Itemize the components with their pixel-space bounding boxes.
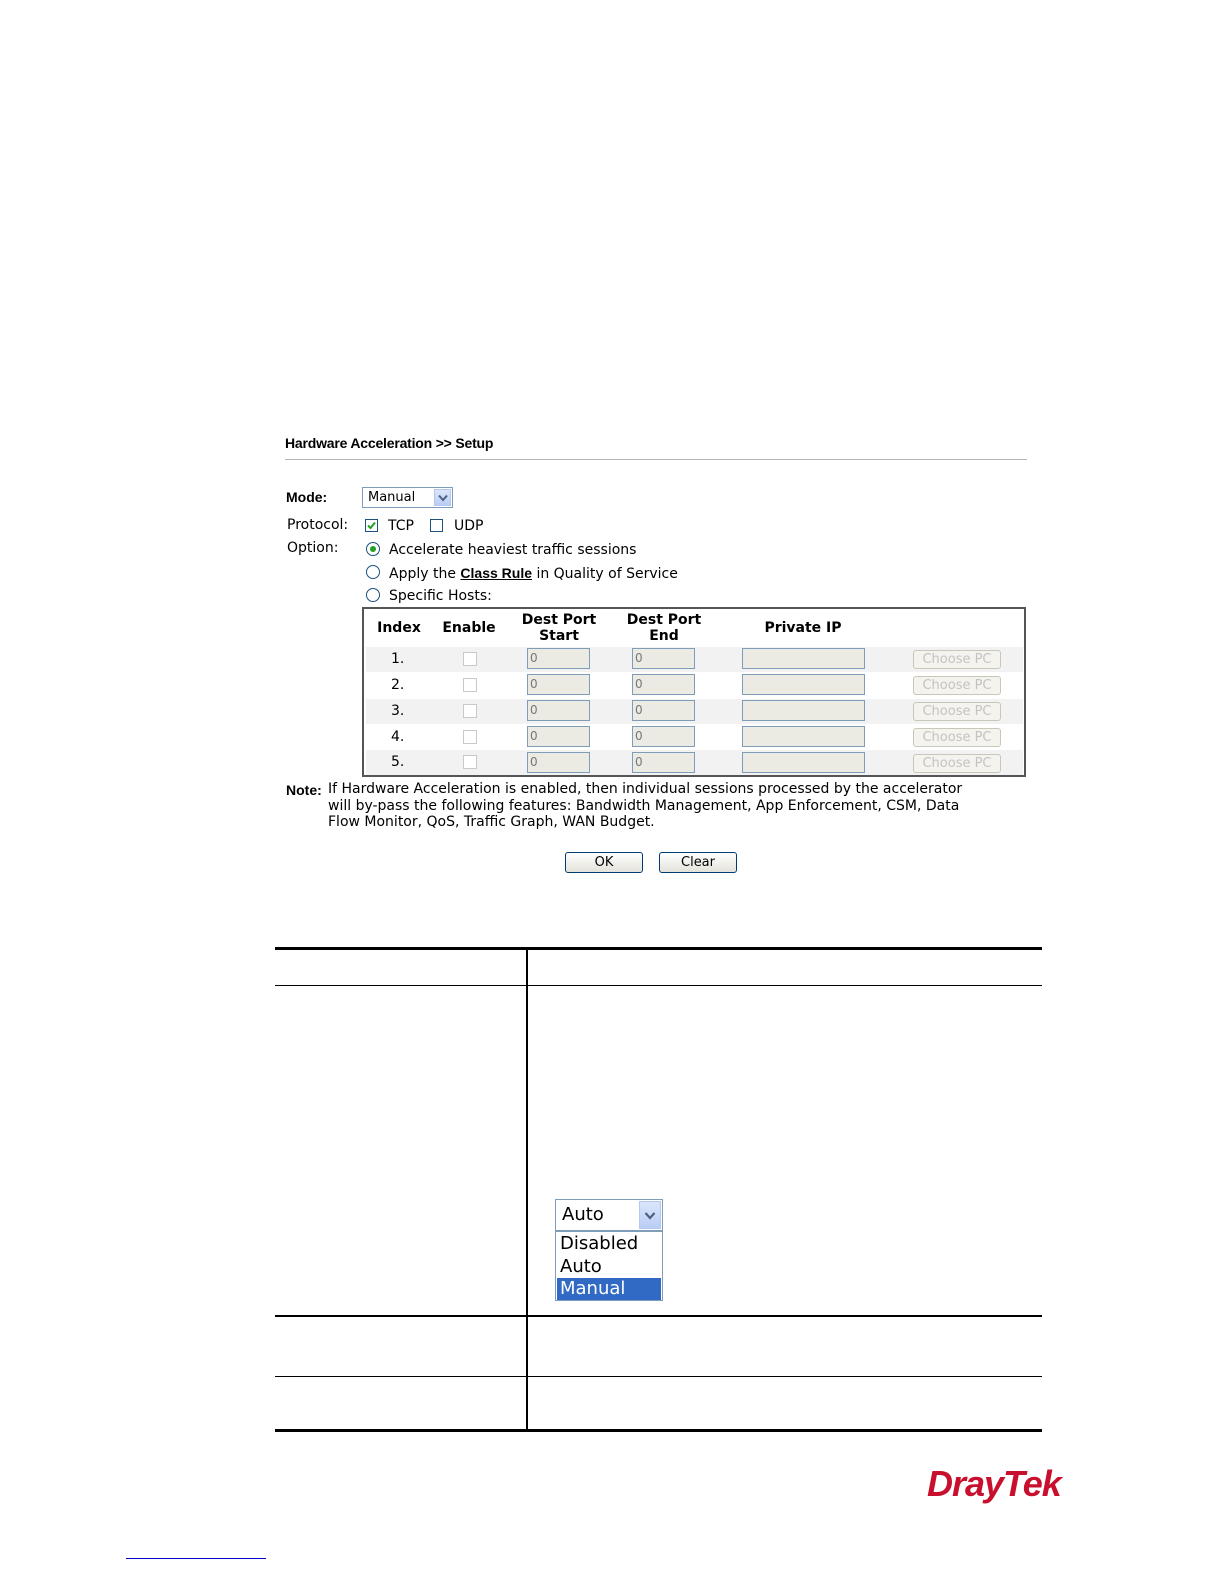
row-enable-checkbox[interactable]	[463, 652, 477, 666]
col-private-ip-header: Private IP	[764, 620, 842, 636]
row-dest-port-start-input[interactable]: 0	[527, 752, 590, 773]
note-line: will by-pass the following features: Bandwidth Management, App Enforcement, CSM, Data	[328, 797, 960, 814]
choose-pc-button[interactable]: Choose PC	[913, 754, 1001, 773]
note-line: If Hardware Acceleration is enabled, then individual sessions processed by the accelerator	[328, 781, 963, 797]
col-dest-port-end-header-line1: Dest Port	[626, 612, 702, 628]
row-enable-checkbox[interactable]	[463, 704, 477, 718]
option-class-rule-suffix: in Quality of Service	[532, 566, 678, 582]
row-private-ip-input[interactable]	[742, 648, 865, 669]
draytek-logo: DrayTek	[927, 1463, 1061, 1504]
mode-select-value: Manual	[368, 490, 416, 505]
choose-pc-button[interactable]: Choose PC	[913, 702, 1001, 721]
row-private-ip-input[interactable]	[742, 752, 865, 773]
row-index: 4.	[391, 729, 405, 745]
chevron-down-icon[interactable]	[639, 1201, 661, 1229]
option-specific-hosts-radio[interactable]	[366, 588, 380, 602]
title-divider	[285, 459, 1027, 460]
choose-pc-button[interactable]: Choose PC	[913, 728, 1001, 747]
table-row-divider	[275, 1315, 1042, 1317]
clear-button[interactable]: Clear	[659, 852, 737, 873]
ok-button[interactable]: OK	[565, 852, 643, 873]
mode-label: Mode:	[286, 489, 328, 505]
udp-checkbox[interactable]	[430, 519, 443, 532]
row-private-ip-input[interactable]	[742, 700, 865, 721]
row-dest-port-start-input[interactable]: 0	[527, 726, 590, 747]
row-dest-port-end-input[interactable]: 0	[632, 700, 695, 721]
option-label: Option:	[287, 540, 339, 556]
row-index: 3.	[391, 703, 405, 719]
note-label: Note:	[286, 782, 322, 798]
mode-select[interactable]	[362, 487, 453, 508]
mode-dropdown-value: Auto	[562, 1204, 604, 1225]
col-index-header: Index	[377, 620, 421, 636]
tcp-label: TCP	[388, 518, 414, 534]
row-dest-port-start-input[interactable]: 0	[527, 674, 590, 695]
dropdown-option-disabled[interactable]: Disabled	[560, 1233, 639, 1254]
option-class-rule-prefix: Apply the	[389, 566, 461, 582]
row-index: 2.	[391, 677, 405, 693]
tcp-checkbox[interactable]	[365, 519, 378, 532]
table-top-border	[275, 947, 1042, 950]
row-enable-checkbox[interactable]	[463, 755, 477, 769]
footer-link-underline	[126, 1558, 266, 1559]
row-dest-port-end-input[interactable]: 0	[632, 752, 695, 773]
option-class-rule-radio[interactable]	[366, 565, 380, 579]
row-index: 5.	[391, 754, 405, 770]
row-dest-port-end-input[interactable]: 0	[632, 726, 695, 747]
table-bottom-border	[275, 1429, 1042, 1432]
col-dest-port-start-header-line2: Start	[539, 628, 579, 644]
col-enable-header: Enable	[442, 620, 496, 636]
dropdown-option-manual[interactable]: Manual	[557, 1278, 661, 1300]
row-index: 1.	[391, 651, 405, 667]
col-dest-port-start-header	[514, 612, 604, 644]
col-dest-port-end-header-line2: End	[649, 628, 679, 644]
mode-dropdown-select[interactable]	[555, 1199, 663, 1231]
page-title: Hardware Acceleration >> Setup	[285, 435, 494, 451]
table-column-divider	[526, 947, 528, 1432]
row-dest-port-end-input[interactable]: 0	[632, 674, 695, 695]
option-heaviest-label: Accelerate heaviest traffic sessions	[389, 542, 637, 558]
row-private-ip-input[interactable]	[742, 674, 865, 695]
row-enable-checkbox[interactable]	[463, 678, 477, 692]
protocol-label: Protocol:	[287, 517, 349, 533]
row-private-ip-input[interactable]	[742, 726, 865, 747]
table-row-divider	[275, 1376, 1042, 1377]
row-enable-checkbox[interactable]	[463, 730, 477, 744]
col-dest-port-end-header	[619, 612, 709, 644]
table-header-divider	[275, 985, 1042, 986]
option-specific-hosts-label: Specific Hosts:	[389, 588, 492, 604]
udp-label: UDP	[454, 518, 484, 534]
option-class-rule-label	[389, 565, 678, 582]
choose-pc-button[interactable]: Choose PC	[913, 650, 1001, 669]
choose-pc-button[interactable]: Choose PC	[913, 676, 1001, 695]
col-dest-port-start-header-line1: Dest Port	[521, 612, 597, 628]
dropdown-option-auto[interactable]: Auto	[560, 1256, 602, 1277]
mode-dropdown-list	[555, 1231, 663, 1301]
class-rule-link[interactable]: Class Rule	[460, 565, 532, 581]
check-icon	[366, 520, 377, 531]
row-dest-port-start-input[interactable]: 0	[527, 648, 590, 669]
note-line: Flow Monitor, QoS, Traffic Graph, WAN Budget.	[328, 814, 655, 830]
note-text	[328, 781, 1018, 831]
row-dest-port-start-input[interactable]: 0	[527, 700, 590, 721]
chevron-down-icon[interactable]	[434, 489, 451, 506]
option-heaviest-radio[interactable]	[366, 542, 380, 556]
row-dest-port-end-input[interactable]: 0	[632, 648, 695, 669]
